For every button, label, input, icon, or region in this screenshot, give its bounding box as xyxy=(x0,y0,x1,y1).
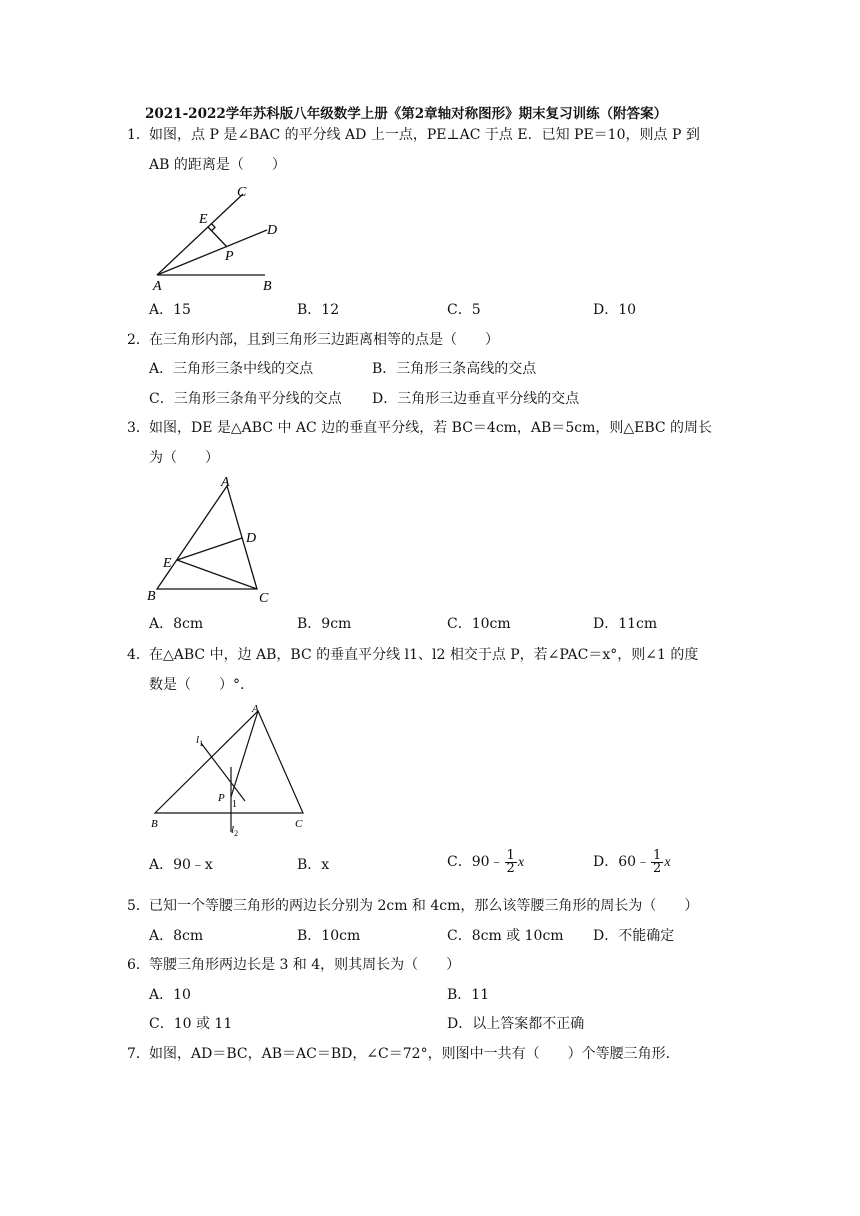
question-text-line2: AB 的距离是（ ） xyxy=(149,157,286,173)
label-b: B xyxy=(263,279,272,294)
option-d[interactable]: D．11cm xyxy=(593,616,658,632)
option-d[interactable]: D．10 xyxy=(593,302,637,318)
label-e: E xyxy=(199,212,208,227)
label-c: C xyxy=(295,818,303,830)
label-d: D xyxy=(246,531,257,546)
label-a: A xyxy=(221,475,230,490)
option-a[interactable]: A．8cm xyxy=(149,928,204,944)
option-b[interactable]: B．三角形三条高线的交点 xyxy=(372,361,537,377)
label-angle-1: 1 xyxy=(232,799,237,810)
option-c[interactable]: C．5 xyxy=(447,302,481,318)
triangle-abc xyxy=(157,486,257,589)
option-b[interactable]: B．11 xyxy=(447,987,490,1003)
label-l2: $l_2$ xyxy=(231,824,239,838)
question-text-line1: 在△ABC 中，边 AB，BC 的垂直平分线 l1、l2 相交于点 P，若∠PAC＝x°，则∠1 的度 xyxy=(149,647,699,663)
question-number: 4． xyxy=(127,647,150,663)
option-a[interactable]: A．三角形三条中线的交点 xyxy=(149,361,314,377)
label-d: D xyxy=(267,223,278,238)
option-d[interactable]: D．60﹣ $\frac{1}{2}$ x xyxy=(593,847,671,876)
label-a: A xyxy=(252,703,259,715)
q4-figure xyxy=(143,697,318,842)
question-text-line1: 如图，点 P 是∠BAC 的平分线 AD 上一点，PE⊥AC 于点 E．已知 PE＝10，则点 P 到 xyxy=(149,127,700,143)
right-angle-mark xyxy=(212,224,216,231)
question-number: 6． xyxy=(127,957,150,973)
segment-ed xyxy=(177,538,242,560)
option-c[interactable]: C．90﹣ $\frac{1}{2}$ x xyxy=(447,847,525,876)
question-number: 2． xyxy=(127,332,150,348)
question-text-line2: 数是（ ）°． xyxy=(149,677,254,693)
option-b[interactable]: B．10cm xyxy=(297,928,361,944)
option-a[interactable]: A．90﹣x xyxy=(149,857,213,873)
q1-figure xyxy=(145,180,295,295)
label-e: E xyxy=(163,556,172,571)
fraction: $\frac{1}{2}$ xyxy=(653,847,662,876)
option-a[interactable]: A．8cm xyxy=(149,616,204,632)
label-a: A xyxy=(153,279,162,294)
question-number: 5． xyxy=(127,898,150,914)
question-number: 3． xyxy=(127,420,150,436)
fraction: $\frac{1}{2}$ xyxy=(506,847,515,876)
document-title: 2021-2022学年苏科版八年级数学上册《第2章轴对称图形》期末复习训练（附答案） xyxy=(145,106,668,122)
label-p: P xyxy=(225,249,234,264)
label-b: B xyxy=(151,818,158,830)
question-number: 1． xyxy=(127,127,150,143)
question-number: 7． xyxy=(127,1046,150,1062)
question-text-line1: 在三角形内部，且到三角形三边距离相等的点是（ ） xyxy=(149,332,499,348)
option-d[interactable]: D．三角形三边垂直平分线的交点 xyxy=(372,391,580,407)
label-l1: $l_1$ xyxy=(196,734,204,748)
option-c[interactable]: C．8cm 或 10cm xyxy=(447,928,564,944)
label-c: C xyxy=(259,591,269,606)
option-c[interactable]: C．10 或 11 xyxy=(149,1016,233,1032)
option-d[interactable]: D．不能确定 xyxy=(593,928,675,944)
segment-pe xyxy=(208,227,227,247)
question-text-line1: 等腰三角形两边长是 3 和 4，则其周长为（ ） xyxy=(149,957,461,973)
q3-figure xyxy=(145,472,280,607)
option-b[interactable]: B．x xyxy=(297,857,330,873)
option-a[interactable]: A．10 xyxy=(149,987,191,1003)
label-p: P xyxy=(218,792,225,804)
triangle-abc xyxy=(155,711,303,813)
option-c[interactable]: C．三角形三条角平分线的交点 xyxy=(149,391,342,407)
question-text-line1: 如图，DE 是△ABC 中 AC 边的垂直平分线，若 BC＝4cm，AB＝5cm，则△EBC 的周长 xyxy=(149,420,713,436)
label-c: C xyxy=(237,185,247,200)
ray-ad xyxy=(157,230,267,275)
question-text-line1: 已知一个等腰三角形的两边长分别为 2cm 和 4cm，那么该等腰三角形的周长为（ ） xyxy=(149,898,699,914)
option-b[interactable]: B．12 xyxy=(297,302,340,318)
segment-ec xyxy=(177,560,257,589)
question-text-line1: 如图，AD＝BC，AB＝AC＝BD，∠C＝72°，则图中一共有（ ）个等腰三角形． xyxy=(149,1046,680,1062)
option-a[interactable]: A．15 xyxy=(149,302,191,318)
option-b[interactable]: B．9cm xyxy=(297,616,352,632)
question-text-line2: 为（ ） xyxy=(149,450,219,466)
option-c[interactable]: C．10cm xyxy=(447,616,511,632)
option-d[interactable]: D．以上答案都不正确 xyxy=(447,1016,585,1032)
label-b: B xyxy=(147,589,156,604)
